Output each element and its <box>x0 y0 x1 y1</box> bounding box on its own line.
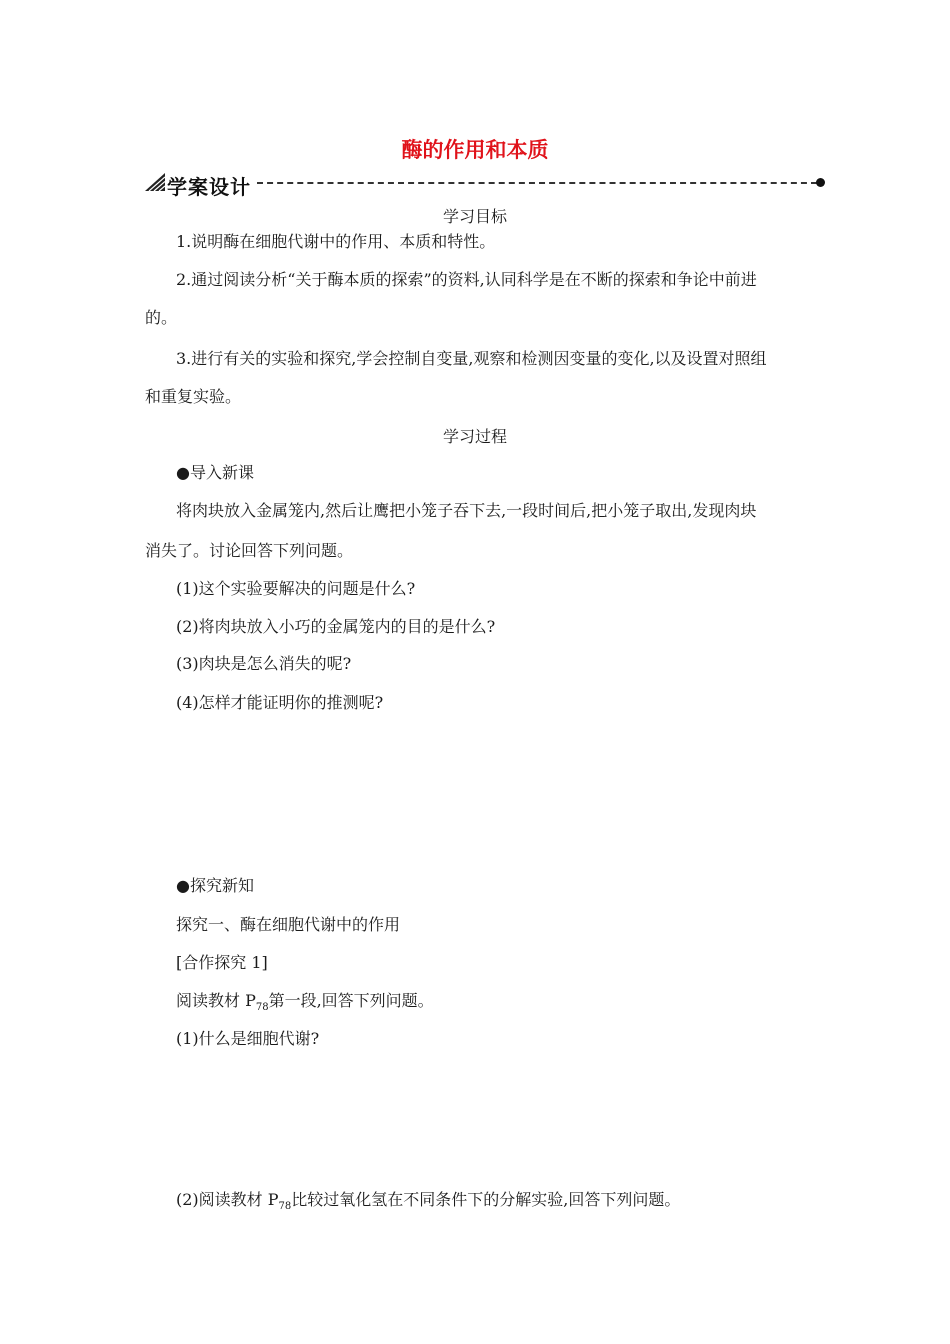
reading-text: (2)阅读教材 P <box>176 1190 279 1209</box>
intro-line-1: 将肉块放入金属笼内,然后让鹰把小笼子吞下去,一段时间后,把小笼子取出,发现肉块 <box>176 501 757 520</box>
goal-item-2-line-2: 的。 <box>145 308 178 327</box>
intro-line-2: 消失了。讨论回答下列问题。 <box>145 541 354 560</box>
question-4: (4)怎样才能证明你的推测呢? <box>176 693 384 712</box>
process-heading: 学习过程 <box>442 427 507 446</box>
page-title: 酶的作用和本质 <box>401 138 549 162</box>
reading-text: 阅读教材 P <box>176 991 256 1010</box>
banner-end-dot <box>816 178 825 187</box>
explore-question-1: (1)什么是细胞代谢? <box>176 1029 320 1048</box>
reading-text: 第一段,回答下列问题。 <box>268 991 434 1010</box>
goal-item-3-line-2: 和重复实验。 <box>145 387 242 406</box>
goals-heading: 学习目标 <box>442 207 507 226</box>
coop-label: [合作探究 1] <box>176 953 268 972</box>
goal-item-1: 1.说明酶在细胞代谢中的作用、本质和特性。 <box>176 232 496 251</box>
banner-label: 学案设计 <box>167 175 251 199</box>
reading-instruction-2 <box>176 1187 680 1212</box>
reading-instruction-1 <box>176 988 434 1013</box>
triangle-icon <box>145 173 165 195</box>
explore-heading: ●探究新知 <box>176 876 254 895</box>
goal-item-2-line-1: 2.通过阅读分析“关于酶本质的探索”的资料,认同科学是在不断的探索和争论中前进 <box>176 270 757 289</box>
reading-text: 比较过氧化氢在不同条件下的分解实验,回答下列问题。 <box>291 1190 681 1209</box>
banner-divider <box>257 182 817 184</box>
page-subscript: 78 <box>278 1201 292 1213</box>
section-banner <box>145 170 825 198</box>
intro-heading: ●导入新课 <box>176 463 254 482</box>
explore-title: 探究一、酶在细胞代谢中的作用 <box>176 915 401 934</box>
page-subscript: 78 <box>255 1002 269 1014</box>
goal-item-3-line-1: 3.进行有关的实验和探究,学会控制自变量,观察和检测因变量的变化,以及设置对照组 <box>176 349 767 368</box>
question-1: (1)这个实验要解决的问题是什么? <box>176 579 416 598</box>
question-2: (2)将肉块放入小巧的金属笼内的目的是什么? <box>176 617 496 636</box>
question-3: (3)肉块是怎么消失的呢? <box>176 654 352 673</box>
